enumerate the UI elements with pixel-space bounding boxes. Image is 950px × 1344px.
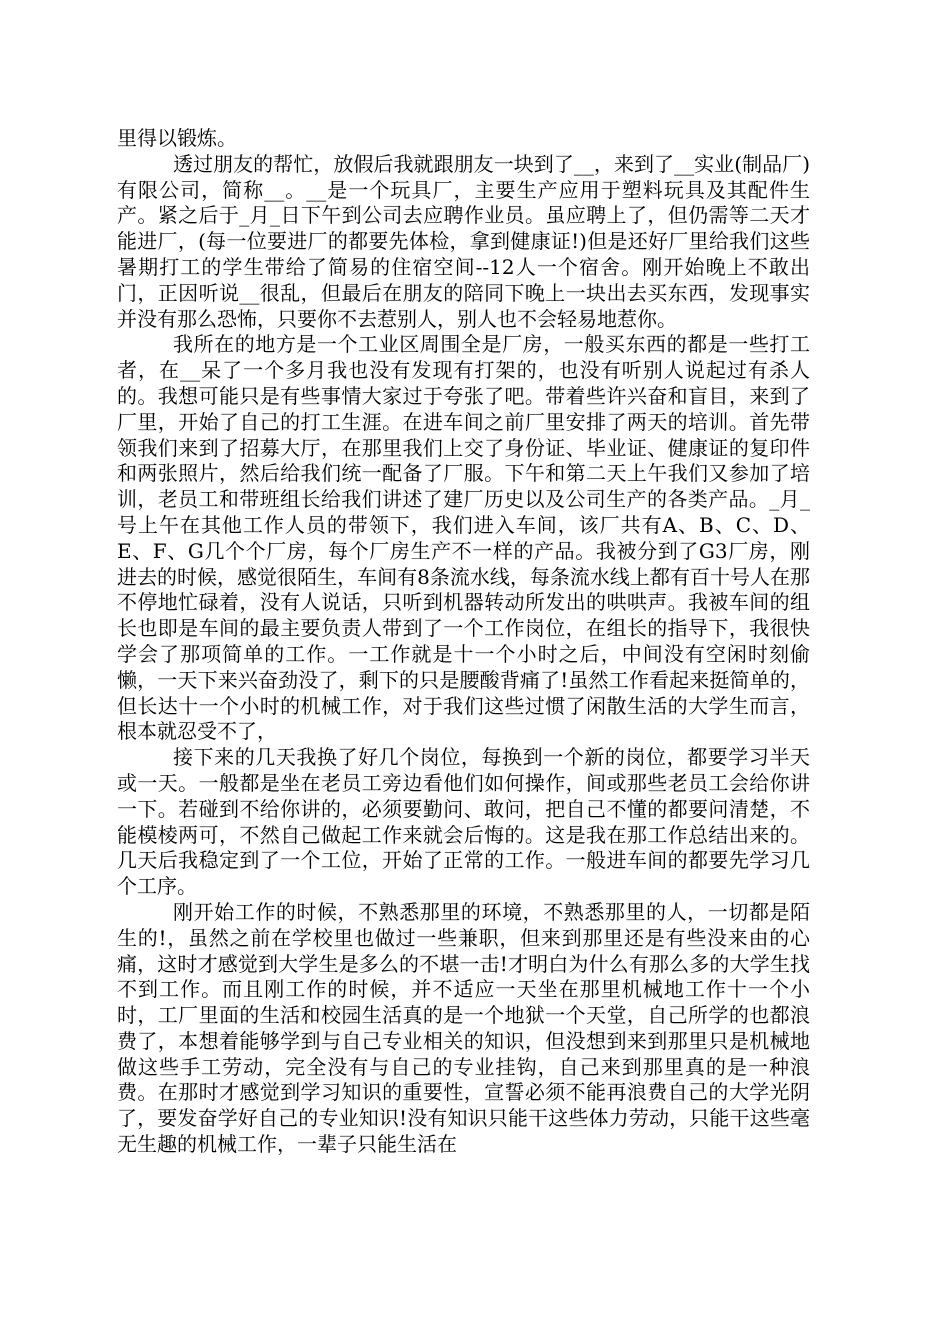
paragraph-job-rotation: 接下来的几天我换了好几个岗位，每换到一个新的岗位，都要学习半天或一天。一般都是坐在老员工旁边看他们如何操作，间或那些老员工会给你讲一下。若碰到不给你讲的，必须要勤问、敢问，把自己不懂的都要问清楚，不能模棱两可，不然自己做起工作来就会后悔的。这是我在那工作总结出来的。几天后我稳定到了一个工位，开始了正常的工作。一般进车间的都要先学习几个工序。 (117, 745, 810, 899)
paragraph-continuation: 里得以锻炼。 (117, 126, 237, 150)
paragraph-arrival: 透过朋友的帮忙，放假后我就跟朋友一块到了__，来到了__实业(制品厂)有限公司，简称__。__是一个玩具厂，主要生产应用于塑料玩具及其配件生产。紧之后于_月_日下午到公司去应聘作业员。虽应聘上了，但仍需等二天才能进厂，(每一位要进厂的都要先体检，拿到健康证!)但是还好厂里给我们这些暑期打工的学生带给了简易的住宿空间--12人一个宿舍。刚开始晚上不敢出门，正因听说__很乱，但最后在朋友的陪同下晚上一块出去买东西，发现事实并没有那么恐怖，只要你不去惹别人，别人也不会轻易地惹你。 (117, 151, 810, 331)
paragraph-reflection: 刚开始工作的时候，不熟悉那里的环境，不熟悉那里的人，一切都是陌生的!，虽然之前在学校里也做过一些兼职，但来到那里还是有些没来由的心痛，这时才感觉到大学生是多么的不堪一击!才明白为什么有那么多的大学生找不到工作。而且刚工作的时候，并不适应一天坐在那里机械地工作十一个小时，工厂里面的生活和校园生活真的是一个地狱一个天堂，自己所学的也都浪费了，本想着能够学到与自己专业相关的知识，但没想到来到那里只是机械地做这些手工劳动，完全没有与自己的专业挂钩，自己来到那里真的是一种浪费。在那时才感觉到学习知识的重要性，宣誓必须不能再浪费自己的大学光阴了，要发奋学好自己的专业知识!没有知识只能干这些体力劳动，只能干这些毫无生趣的机械工作，一辈子只能生活在 (117, 899, 810, 1157)
paragraph-factory-work: 我所在的地方是一个工业区周围全是厂房，一般买东西的都是一些打工者，在__呆了一个多月我也没有发现有打架的，也没有听别人说起过有杀人的。我想可能只是有些事情大家过于夸张了吧。带着些许兴奋和盲目，来到了厂里，开始了自己的打工生涯。在进车间之前厂里安排了两天的培训。首先带领我们来到了招募大厅，在那里我们上交了身份证、毕业证、健康证的复印件和两张照片，然后给我们统一配备了厂服。下午和第二天上午我们又参加了培训，老员工和带班组长给我们讲述了建厂历史以及公司生产的各类产品。_月_号上午在其他工作人员的带领下，我们进入车间，该厂共有A、B、C、D、E、F、G几个个厂房，每个厂房生产不一样的产品。我被分到了G3厂房，刚进去的时候，感觉很陌生，车间有8条流水线，每条流水线上都有百十号人在那不停地忙碌着，没有人说话，只听到机器转动所发出的哄哄声。我被车间的组长也即是车间的最主要负责人带到了一个工作岗位，在组长的指导下，我很快学会了那项简单的工作。一工作就是十一个小时之后，中间没有空闲时刻偷懒，一天下来兴奋劲没了，剩下的只是腰酸背痛了!虽然工作看起来挺简单的，但长达十一个小时的机械工作，对于我们这些过惯了闲散生活的大学生而言，根本就忍受不了， (117, 332, 810, 744)
document-body (117, 126, 810, 1158)
